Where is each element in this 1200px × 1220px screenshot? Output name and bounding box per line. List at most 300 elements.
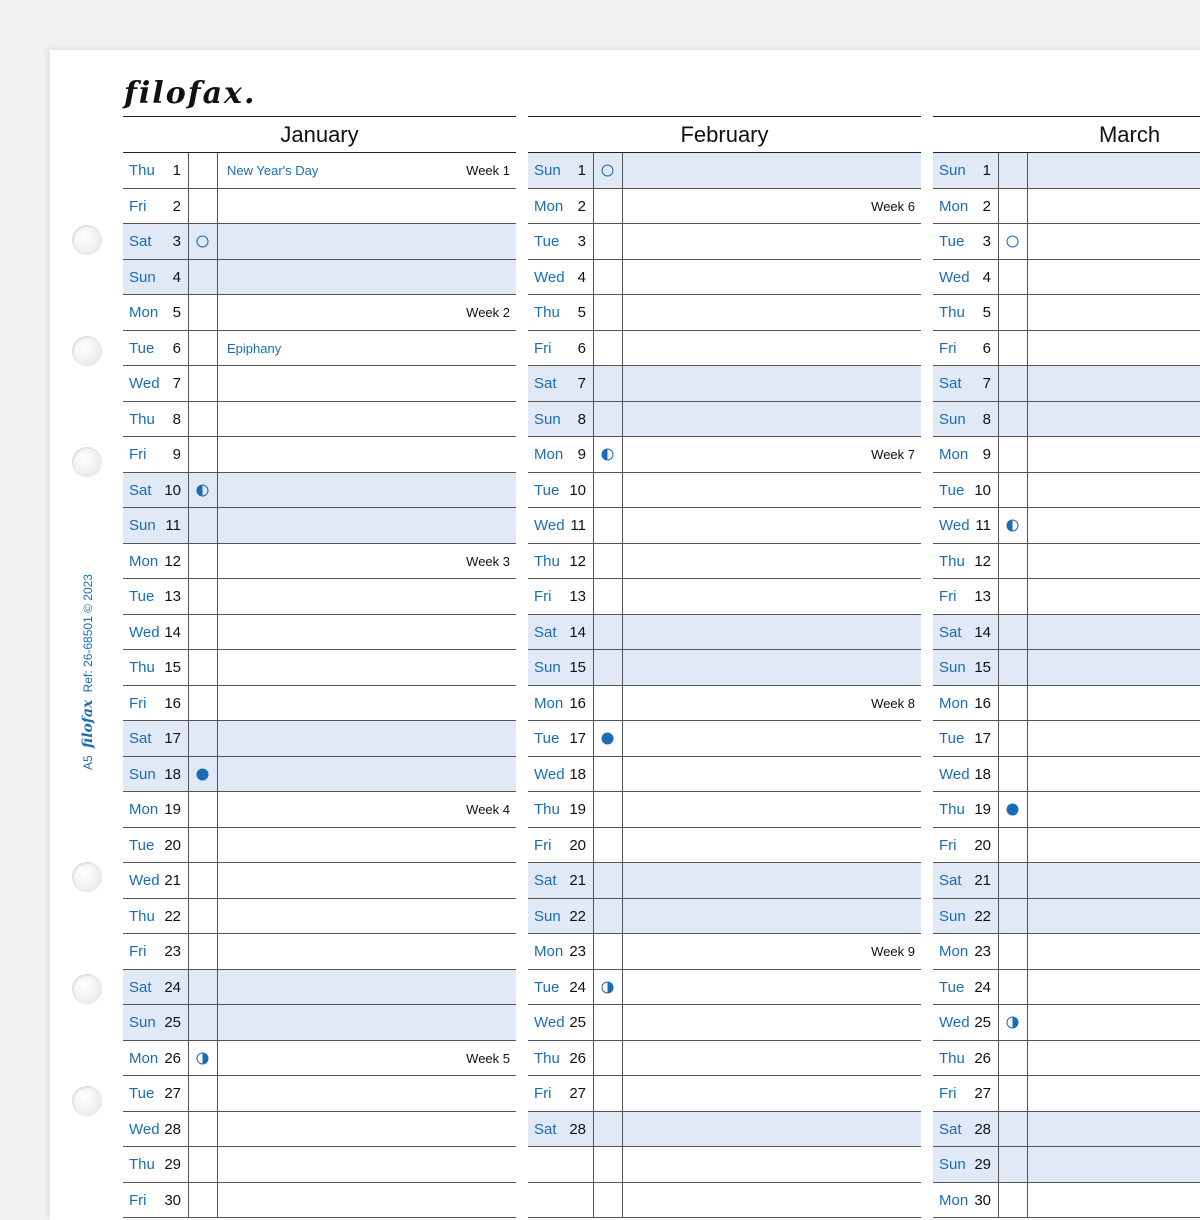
weekday-label: Tue xyxy=(939,481,965,499)
column-divider xyxy=(1027,863,1028,898)
day-row xyxy=(123,544,516,580)
weekday-label: Sun xyxy=(534,907,561,925)
weekday-label: Thu xyxy=(534,552,560,570)
column-divider xyxy=(1027,650,1028,685)
new-moon-icon xyxy=(1006,803,1019,816)
day-row xyxy=(933,189,1200,225)
column-divider xyxy=(593,331,594,366)
column-divider xyxy=(998,792,999,827)
week-number: Week 2 xyxy=(466,305,510,320)
weekday-label: Fri xyxy=(534,1085,552,1102)
date-number: 3 xyxy=(577,233,586,250)
date-number: 7 xyxy=(982,375,991,392)
weekday-label: Fri xyxy=(939,588,957,605)
week-number: Week 9 xyxy=(871,944,915,959)
sidebar-copyright: © 2023 xyxy=(81,574,95,613)
weekday-label: Wed xyxy=(129,623,160,641)
day-row xyxy=(528,1041,921,1077)
weekday-label: Wed xyxy=(129,1120,160,1138)
date-number: 14 xyxy=(974,623,991,641)
day-row xyxy=(528,1076,921,1112)
day-row xyxy=(528,508,921,544)
column-divider xyxy=(1027,579,1028,614)
column-divider xyxy=(998,366,999,401)
date-number: 14 xyxy=(569,623,586,641)
punch-hole xyxy=(72,974,102,1004)
date-number: 5 xyxy=(577,304,586,321)
date-number: 20 xyxy=(164,836,181,854)
column-divider xyxy=(1027,224,1028,259)
column-divider xyxy=(593,721,594,756)
weekday-label: Fri xyxy=(939,1085,957,1102)
day-row xyxy=(528,1147,921,1183)
weekday-label: Sun xyxy=(129,517,156,534)
column-divider xyxy=(1027,153,1028,188)
weekday-label: Fri xyxy=(129,694,147,712)
date-number: 8 xyxy=(982,410,991,428)
date-number: 23 xyxy=(974,943,991,960)
column-divider xyxy=(593,544,594,579)
day-row xyxy=(123,473,516,509)
day-row xyxy=(933,1005,1200,1041)
column-divider xyxy=(998,1112,999,1147)
weekday-label: Thu xyxy=(129,659,155,676)
date-number: 24 xyxy=(569,978,586,996)
weekday-label: Mon xyxy=(939,694,969,712)
date-number: 17 xyxy=(164,730,181,747)
day-row xyxy=(123,686,516,722)
weekday-label: Sun xyxy=(939,659,966,676)
date-number: 21 xyxy=(164,872,181,889)
date-number: 1 xyxy=(577,162,586,179)
date-number: 11 xyxy=(165,517,181,534)
column-divider xyxy=(217,508,218,543)
weekday-label: Sat xyxy=(129,730,152,747)
date-number: 2 xyxy=(172,197,181,215)
day-row xyxy=(123,224,516,260)
column-divider xyxy=(593,863,594,898)
date-number: 11 xyxy=(570,517,586,534)
column-divider xyxy=(622,934,623,969)
column-divider xyxy=(217,970,218,1005)
month-column-march xyxy=(933,116,1200,1218)
day-row xyxy=(528,934,921,970)
day-row xyxy=(933,686,1200,722)
date-number: 29 xyxy=(164,1156,181,1173)
column-divider xyxy=(998,153,999,188)
column-divider xyxy=(188,1112,189,1147)
column-divider xyxy=(188,899,189,934)
column-divider xyxy=(217,615,218,650)
column-divider xyxy=(217,260,218,295)
column-divider xyxy=(998,402,999,437)
day-row xyxy=(123,1041,516,1077)
column-divider xyxy=(998,437,999,472)
day-row xyxy=(933,1147,1200,1183)
column-divider xyxy=(1027,366,1028,401)
day-row xyxy=(123,615,516,651)
day-row xyxy=(123,437,516,473)
day-row xyxy=(528,1112,921,1148)
column-divider xyxy=(622,366,623,401)
day-row xyxy=(933,402,1200,438)
column-divider xyxy=(217,1041,218,1076)
punch-hole xyxy=(72,225,102,255)
column-divider xyxy=(188,650,189,685)
column-divider xyxy=(1027,402,1028,437)
column-divider xyxy=(593,1041,594,1076)
column-divider xyxy=(593,295,594,330)
column-divider xyxy=(1027,331,1028,366)
column-divider xyxy=(217,828,218,863)
column-divider xyxy=(593,828,594,863)
day-row xyxy=(528,757,921,793)
weekday-label: Sat xyxy=(534,375,557,392)
day-row xyxy=(933,437,1200,473)
date-number: 13 xyxy=(974,588,991,605)
column-divider xyxy=(1027,1147,1028,1182)
weekday-label: Fri xyxy=(939,339,957,357)
column-divider xyxy=(998,473,999,508)
column-divider xyxy=(998,295,999,330)
date-number: 12 xyxy=(164,552,181,570)
column-divider xyxy=(622,1147,623,1182)
full-moon-icon xyxy=(196,235,209,248)
weekday-label: Fri xyxy=(129,446,147,463)
column-divider xyxy=(217,153,218,188)
weekday-label: Tue xyxy=(939,233,965,250)
weekday-label: Fri xyxy=(129,1191,147,1209)
column-divider xyxy=(622,686,623,721)
column-divider xyxy=(593,224,594,259)
weekday-label: Sat xyxy=(534,623,557,641)
date-number: 25 xyxy=(974,1014,991,1031)
weekday-label: Wed xyxy=(939,765,970,783)
weekday-label: Sun xyxy=(939,162,966,179)
day-row xyxy=(123,650,516,686)
column-divider xyxy=(217,437,218,472)
weekday-label: Sat xyxy=(939,623,962,641)
day-row xyxy=(933,260,1200,296)
column-divider xyxy=(1027,757,1028,792)
day-row xyxy=(123,331,516,367)
date-number: 18 xyxy=(569,765,586,783)
date-number: 23 xyxy=(569,943,586,960)
date-number: 15 xyxy=(569,659,586,676)
day-row xyxy=(528,828,921,864)
column-divider xyxy=(998,934,999,969)
sidebar-ref: Ref: 26-68501 xyxy=(81,616,95,693)
column-divider xyxy=(188,366,189,401)
day-row xyxy=(123,189,516,225)
date-number: 7 xyxy=(172,375,181,392)
day-row xyxy=(933,615,1200,651)
date-number: 16 xyxy=(164,694,181,712)
day-row xyxy=(123,295,516,331)
date-number: 22 xyxy=(164,907,181,925)
weekday-label: Wed xyxy=(534,268,565,286)
column-divider xyxy=(998,544,999,579)
column-divider xyxy=(1027,828,1028,863)
column-divider xyxy=(188,331,189,366)
column-divider xyxy=(1027,295,1028,330)
new-moon-icon xyxy=(601,732,614,745)
column-divider xyxy=(622,579,623,614)
column-divider xyxy=(188,1041,189,1076)
weekday-label: Thu xyxy=(939,552,965,570)
weekday-label: Sat xyxy=(939,1120,962,1138)
column-divider xyxy=(622,402,623,437)
day-row xyxy=(933,828,1200,864)
weekday-label: Mon xyxy=(939,446,969,463)
column-divider xyxy=(188,473,189,508)
column-divider xyxy=(1027,1076,1028,1111)
column-divider xyxy=(1027,615,1028,650)
weekday-label: Mon xyxy=(129,304,159,321)
column-divider xyxy=(1027,792,1028,827)
weekday-label: Sun xyxy=(129,268,156,286)
date-number: 27 xyxy=(569,1085,586,1102)
date-number: 6 xyxy=(982,339,991,357)
date-number: 2 xyxy=(577,197,586,215)
first-moon-icon xyxy=(601,981,614,994)
column-divider xyxy=(622,721,623,756)
day-row xyxy=(528,686,921,722)
punch-hole xyxy=(72,862,102,892)
day-row xyxy=(933,1076,1200,1112)
column-divider xyxy=(188,828,189,863)
column-divider xyxy=(998,508,999,543)
column-divider xyxy=(622,224,623,259)
holiday-label: New Year's Day xyxy=(227,163,319,178)
column-divider xyxy=(998,1041,999,1076)
date-number: 23 xyxy=(164,943,181,960)
date-number: 4 xyxy=(982,268,991,286)
day-row xyxy=(123,579,516,615)
column-divider xyxy=(188,189,189,224)
punch-hole xyxy=(72,447,102,477)
day-row xyxy=(933,721,1200,757)
date-number: 6 xyxy=(172,339,181,357)
column-divider xyxy=(188,1076,189,1111)
column-divider xyxy=(593,970,594,1005)
date-number: 28 xyxy=(569,1120,586,1138)
date-number: 11 xyxy=(975,517,991,534)
column-divider xyxy=(217,1112,218,1147)
weekday-label: Wed xyxy=(534,517,565,534)
day-row xyxy=(933,508,1200,544)
month-title: January xyxy=(123,116,516,153)
date-number: 18 xyxy=(974,765,991,783)
date-number: 20 xyxy=(974,836,991,854)
weekday-label: Sat xyxy=(534,1120,557,1138)
weekday-label: Thu xyxy=(129,162,155,179)
column-divider xyxy=(188,1005,189,1040)
column-divider xyxy=(188,224,189,259)
column-divider xyxy=(622,792,623,827)
day-row xyxy=(123,1005,516,1041)
column-divider xyxy=(622,1005,623,1040)
column-divider xyxy=(622,615,623,650)
day-row xyxy=(933,295,1200,331)
column-divider xyxy=(593,615,594,650)
date-number: 8 xyxy=(172,410,181,428)
date-number: 4 xyxy=(577,268,586,286)
column-divider xyxy=(622,828,623,863)
column-divider xyxy=(188,153,189,188)
weekday-label: Fri xyxy=(534,588,552,605)
column-divider xyxy=(1027,473,1028,508)
date-number: 18 xyxy=(164,765,181,783)
holiday-label: Epiphany xyxy=(227,340,282,356)
day-row xyxy=(123,1183,516,1219)
column-divider xyxy=(593,757,594,792)
day-row xyxy=(528,792,921,828)
column-divider xyxy=(1027,1005,1028,1040)
date-number: 13 xyxy=(164,588,181,605)
weekday-label: Fri xyxy=(129,197,147,215)
column-divider xyxy=(217,224,218,259)
column-divider xyxy=(998,970,999,1005)
column-divider xyxy=(1027,508,1028,543)
day-row xyxy=(933,473,1200,509)
date-number: 1 xyxy=(172,162,181,179)
date-number: 15 xyxy=(974,659,991,676)
weekday-label: Mon xyxy=(129,1049,159,1067)
column-divider xyxy=(217,366,218,401)
week-number: Week 7 xyxy=(871,447,915,462)
week-number: Week 3 xyxy=(466,553,510,569)
week-number: Week 5 xyxy=(466,1050,510,1066)
column-divider xyxy=(593,473,594,508)
weekday-label: Sun xyxy=(939,1156,966,1173)
column-divider xyxy=(593,934,594,969)
date-number: 10 xyxy=(569,481,586,499)
day-row xyxy=(123,508,516,544)
column-divider xyxy=(217,650,218,685)
weekday-label: Sat xyxy=(129,233,152,250)
date-number: 8 xyxy=(577,410,586,428)
column-divider xyxy=(1027,721,1028,756)
column-divider xyxy=(217,757,218,792)
day-row xyxy=(528,863,921,899)
column-divider xyxy=(593,579,594,614)
weekday-label: Wed xyxy=(129,872,160,889)
weekday-label: Sun xyxy=(534,410,561,428)
month-title: February xyxy=(528,116,921,153)
column-divider xyxy=(622,473,623,508)
weekday-label: Mon xyxy=(939,943,969,960)
column-divider xyxy=(622,508,623,543)
date-number: 2 xyxy=(982,197,991,215)
column-divider xyxy=(1027,1041,1028,1076)
column-divider xyxy=(622,757,623,792)
date-number: 28 xyxy=(164,1120,181,1138)
column-divider xyxy=(622,899,623,934)
column-divider xyxy=(188,544,189,579)
month-column-february xyxy=(528,116,921,1218)
day-row xyxy=(123,402,516,438)
weekday-label: Mon xyxy=(939,1191,969,1209)
first-moon-icon xyxy=(1006,1016,1019,1029)
date-number: 27 xyxy=(974,1085,991,1102)
column-divider xyxy=(622,1112,623,1147)
day-row xyxy=(528,579,921,615)
column-divider xyxy=(998,260,999,295)
day-row xyxy=(528,615,921,651)
day-row xyxy=(528,295,921,331)
day-row xyxy=(528,544,921,580)
column-divider xyxy=(188,934,189,969)
weekday-label: Sat xyxy=(534,872,557,889)
day-row xyxy=(123,792,516,828)
column-divider xyxy=(998,224,999,259)
day-row xyxy=(933,934,1200,970)
column-divider xyxy=(188,1147,189,1182)
column-divider xyxy=(593,1147,594,1182)
day-row xyxy=(933,153,1200,189)
day-row xyxy=(933,1112,1200,1148)
day-row xyxy=(123,899,516,935)
day-row xyxy=(528,331,921,367)
date-number: 13 xyxy=(569,588,586,605)
column-divider xyxy=(217,544,218,579)
column-divider xyxy=(593,402,594,437)
day-row xyxy=(123,721,516,757)
column-divider xyxy=(188,970,189,1005)
column-divider xyxy=(217,402,218,437)
last-moon-icon xyxy=(601,448,614,461)
column-divider xyxy=(1027,189,1028,224)
date-number: 24 xyxy=(974,978,991,996)
column-divider xyxy=(593,899,594,934)
date-number: 19 xyxy=(569,801,586,818)
week-number: Week 6 xyxy=(871,198,915,214)
column-divider xyxy=(217,189,218,224)
date-number: 10 xyxy=(974,481,991,499)
column-divider xyxy=(998,757,999,792)
column-divider xyxy=(217,792,218,827)
day-row xyxy=(528,473,921,509)
weekday-label: Sat xyxy=(939,375,962,392)
column-divider xyxy=(593,437,594,472)
column-divider xyxy=(593,508,594,543)
date-number: 22 xyxy=(974,907,991,925)
column-divider xyxy=(998,828,999,863)
column-divider xyxy=(188,863,189,898)
day-row xyxy=(933,579,1200,615)
date-number: 9 xyxy=(982,446,991,463)
date-number: 26 xyxy=(164,1049,181,1067)
weekday-label: Thu xyxy=(534,801,560,818)
column-divider xyxy=(217,473,218,508)
day-row xyxy=(123,863,516,899)
date-number: 16 xyxy=(974,694,991,712)
sidebar-brand: filofax xyxy=(80,699,96,748)
column-divider xyxy=(217,1147,218,1182)
date-number: 4 xyxy=(172,268,181,286)
date-number: 16 xyxy=(569,694,586,712)
day-row xyxy=(528,650,921,686)
day-row xyxy=(933,1041,1200,1077)
column-divider xyxy=(217,1076,218,1111)
column-divider xyxy=(622,153,623,188)
weekday-label: Wed xyxy=(534,1014,565,1031)
date-number: 26 xyxy=(569,1049,586,1067)
weekday-label: Tue xyxy=(534,233,560,250)
column-divider xyxy=(217,934,218,969)
weekday-label: Fri xyxy=(939,836,957,854)
